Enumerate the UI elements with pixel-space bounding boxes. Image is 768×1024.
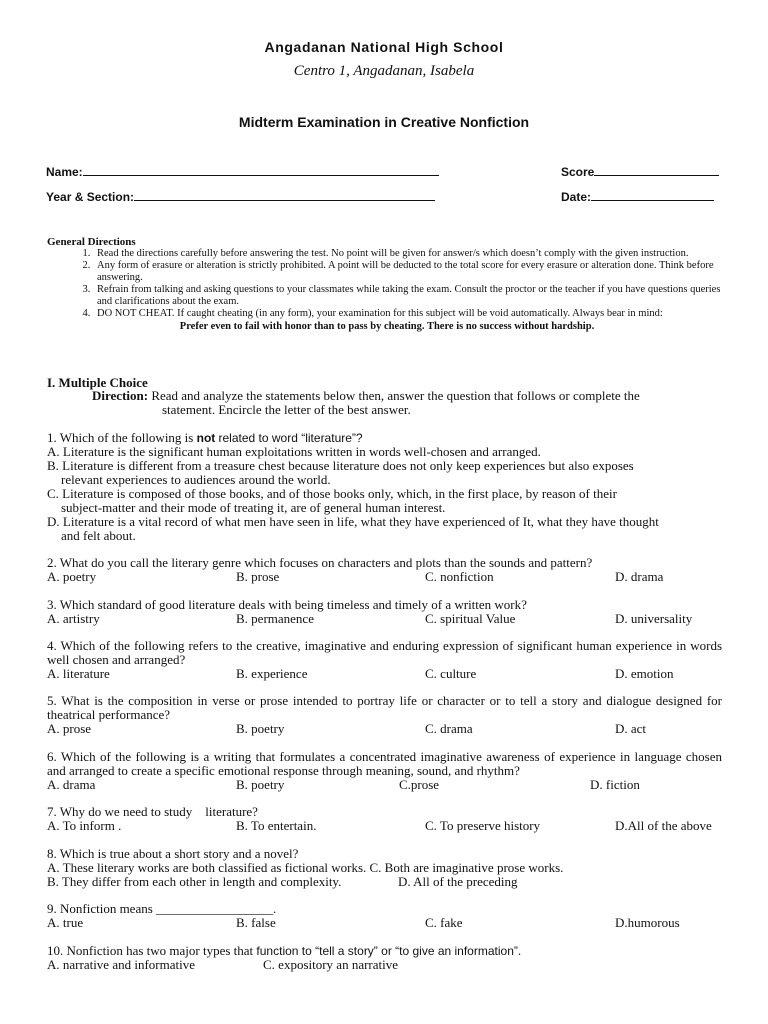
choice-c[interactable]: C. drama (425, 721, 473, 736)
date-line (591, 190, 714, 201)
choice-b[interactable]: B. To entertain. (236, 818, 317, 833)
name-field (46, 165, 439, 179)
question-stem (47, 944, 722, 958)
score-label: Score (561, 165, 595, 179)
choice-a[interactable]: A. prose (47, 721, 92, 736)
general-directions (47, 236, 727, 333)
direction-item: 1. Read the directions carefully before answering the test. No point will be given for answer/s which doesn’t comply with the given instruction. (93, 248, 727, 260)
question-5 (47, 694, 722, 736)
question-stem: 6. Which of the following is a writing that formulates a concentrated imaginative awareness of experience in language chosen and arranged to create a specific emotional response through meaning, sound, and rhythm? (47, 749, 722, 778)
choice-d[interactable]: D. All of the preceding (398, 874, 518, 889)
date-field (561, 190, 714, 204)
score-field (561, 165, 719, 179)
year-section-field (46, 190, 435, 204)
question-3 (47, 598, 722, 626)
stem-text: related to word “literature”? (218, 431, 363, 445)
direction-continuation: statement. Encircle the letter of the best answer. (162, 402, 411, 417)
question-stem: 8. Which is true about a short story and a novel? (47, 846, 299, 861)
direction-label: Direction: (92, 388, 149, 403)
directions-list (47, 248, 727, 320)
question-9 (47, 902, 722, 930)
choice-d[interactable]: D. fiction (590, 777, 640, 792)
question-8 (47, 847, 722, 889)
section-direction (92, 389, 722, 417)
school-name: Angadanan National High School (264, 39, 504, 55)
direction-item: 3. Refrain from talking and asking questions to your classmates while taking the exam. Consult the proctor or the teacher if you have questions queries and clarifications about the exam. (93, 284, 727, 308)
question-6 (47, 750, 722, 792)
choice-d[interactable]: D.humorous (615, 915, 680, 930)
choices-line-1[interactable]: A. These literary works are both classified as fictional works. C. Both are imaginative prose works. (47, 860, 564, 875)
choice-a[interactable]: A. true (47, 915, 84, 930)
choice-d[interactable]: D. Literature is a vital record of what men have seen in life, what they have experienced of It, what they have thought (47, 514, 659, 529)
choice-b[interactable]: B. poetry (236, 777, 285, 792)
choice-d[interactable]: D. universality (615, 611, 693, 626)
choice-d[interactable]: D.All of the above (615, 818, 712, 833)
direction-text: Read and analyze the statements below then, answer the question that follows or complete the (151, 388, 640, 403)
choices-row (47, 722, 722, 736)
choice-c[interactable]: C. culture (425, 666, 477, 681)
choices-row (47, 916, 722, 930)
choice-b[interactable]: B. experience (236, 666, 308, 681)
year-section-line (134, 190, 435, 201)
motto: Prefer even to fail with honor than to pass by cheating. There is no success without hardship. (179, 321, 595, 332)
choice-b[interactable]: B. poetry (236, 721, 285, 736)
choice-d[interactable]: D. drama (615, 569, 664, 584)
choices-row (47, 778, 722, 792)
question-stem: 3. Which standard of good literature deals with being timeless and timely of a written work? (47, 597, 527, 612)
choice-b[interactable]: B. false (236, 915, 276, 930)
choice-c[interactable]: C. expository an narrative (263, 957, 399, 972)
choice-c[interactable]: C. Literature is composed of those books, and of those books only, which, in the first place, by reason of their (47, 486, 617, 501)
choice-b[interactable]: B. prose (236, 569, 280, 584)
choice-b[interactable]: B. permanence (236, 611, 314, 626)
question-10 (47, 944, 722, 972)
choice-a[interactable]: A. poetry (47, 569, 97, 584)
question-stem: 9. Nonfiction means __________________. (47, 901, 277, 916)
stem-text: 10. Nonfiction has two major types that (47, 943, 254, 958)
question-7 (47, 805, 722, 833)
directions-title: General Directions (47, 236, 136, 248)
question-stem (47, 431, 722, 445)
choice-b[interactable]: B. They differ from each other in length and complexity. (47, 874, 342, 889)
stem-text: function to “tell a story” or “to give an information” (256, 944, 518, 958)
question-stem: 2. What do you call the literary genre which focuses on characters and plots than the sounds and pattern? (47, 555, 593, 570)
date-label: Date: (561, 190, 592, 204)
name-line (83, 165, 439, 176)
choices-row (47, 612, 722, 626)
question-2 (47, 556, 722, 584)
question-stem: 5. What is the composition in verse or prose intended to portray life or character or to tell a story and dialogue designed for theatrical performance? (47, 693, 722, 722)
direction-item: 2. Any form of erasure or alteration is strictly prohibited. A point will be deducted to the total score for every erasure or alteration done. Think before answering. (93, 260, 727, 284)
choice-c[interactable]: C.prose (399, 777, 440, 792)
choices-row (47, 819, 722, 833)
exam-title: Midterm Examination in Creative Nonfiction (238, 114, 530, 130)
choice-c[interactable]: C. To preserve history (425, 818, 541, 833)
stem-text: . (517, 943, 522, 958)
choice-a[interactable]: A. literature (47, 666, 110, 681)
question-4 (47, 639, 722, 681)
stem-text: 1. Which of the following is (47, 430, 194, 445)
choice-a[interactable]: A. To inform . (47, 818, 122, 833)
question-1 (47, 431, 722, 543)
choice-a[interactable]: A. drama (47, 777, 96, 792)
choices-row (47, 667, 722, 681)
choice-d-cont: and felt about. (61, 528, 136, 543)
name-label: Name: (46, 165, 83, 179)
score-line (594, 165, 719, 176)
choice-d[interactable]: D. act (615, 721, 647, 736)
choice-b[interactable]: B. Literature is different from a treasure chest because literature does not only keep experiences but also exposes (47, 458, 634, 473)
school-address: Centro 1, Angadanan, Isabela (293, 63, 475, 79)
choice-c[interactable]: C. nonfiction (425, 569, 494, 584)
choice-a[interactable]: A. narrative and informative (47, 957, 195, 972)
stem-emphasis: not (196, 431, 216, 445)
question-stem: 4. Which of the following refers to the creative, imaginative and enduring expression of significant human experience in words well chosen and arranged? (47, 638, 722, 667)
year-section-label: Year & Section: (46, 190, 135, 204)
choice-a[interactable]: A. artistry (47, 611, 100, 626)
choice-d[interactable]: D. emotion (615, 666, 674, 681)
choice-c[interactable]: C. spiritual Value (425, 611, 516, 626)
direction-item: 4. DO NOT CHEAT. If caught cheating (in any form), your examination for this subject will be void automatically. Always bear in mind: (93, 308, 727, 320)
question-stem: 7. Why do we need to study literature? (47, 804, 258, 819)
choices-row (47, 958, 722, 972)
choice-a[interactable]: A. Literature is the significant human exploitations written in words well-chosen and arranged. (47, 444, 541, 459)
choice-c[interactable]: C. fake (425, 915, 463, 930)
choice-b-cont: relevant experiences to audiences around the world. (61, 472, 331, 487)
section-title: I. Multiple Choice (47, 375, 148, 390)
choices-row (47, 570, 722, 584)
choices-line-2 (47, 875, 722, 889)
choice-c-cont: subject-matter and their mode of treating it, are of general human interest. (61, 500, 446, 515)
